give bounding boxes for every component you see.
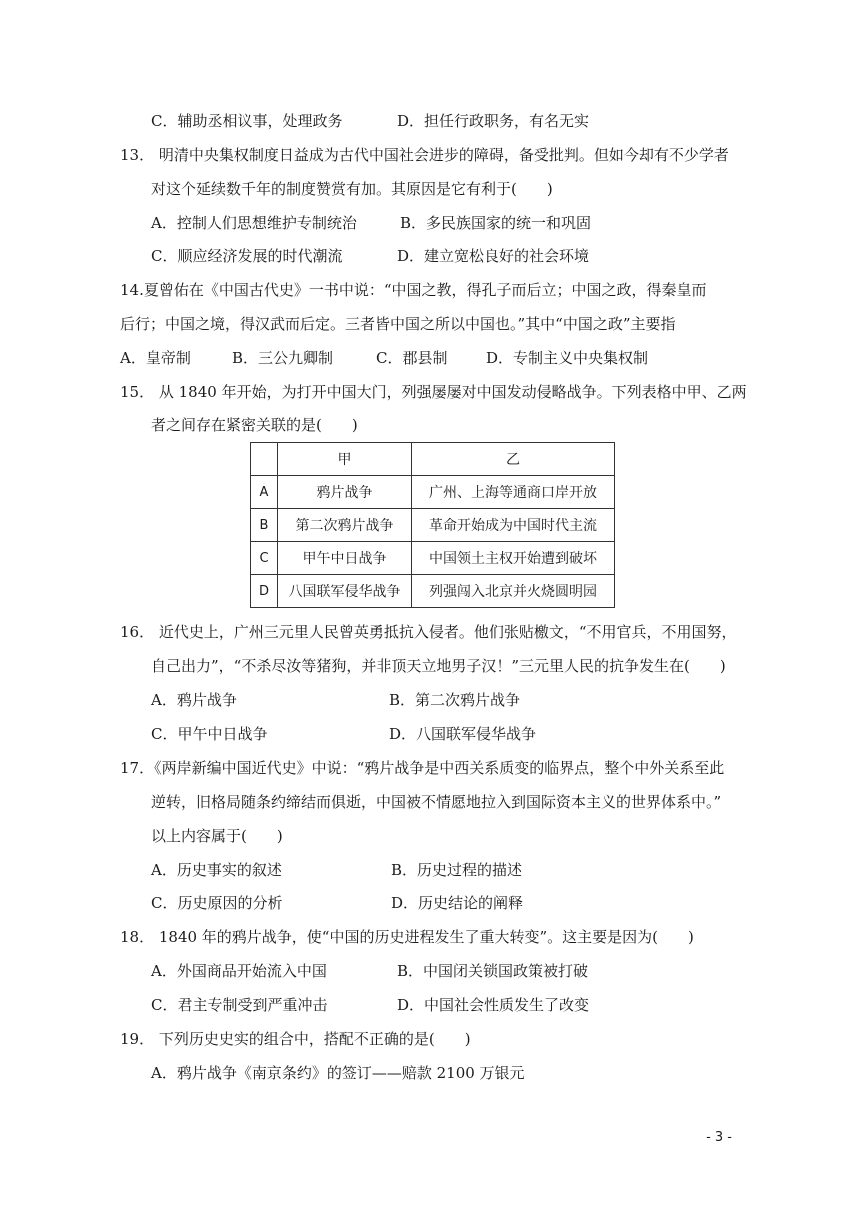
table-cell: 广州、上海等通商口岸开放 [412, 476, 615, 509]
q13-option-b: B．多民族国家的统一和巩固 [400, 214, 592, 232]
table-cell: B [251, 509, 278, 542]
q13-stem-line1: 13． 明清中央集权制度日益成为古代中国社会进步的障碍，备受批判。但如今却有不少学者 [120, 146, 729, 164]
page-number: - 3 - [706, 1130, 732, 1145]
q16-stem-line2: 自己出力”，“不杀尽汝等猪狗，并非顶天立地男子汉！”三元里人民的抗争发生在( ) [151, 657, 726, 675]
table-row [251, 476, 615, 509]
table-cell: 中国领土主权开始遭到破坏 [412, 542, 615, 575]
q13-stem-line2: 对这个延续数千年的制度赞赏有加。其原因是它有利于( ) [151, 180, 553, 198]
q16-option-b: B．第二次鸦片战争 [389, 691, 521, 709]
q16-option-d: D．八国联军侵华战争 [389, 725, 537, 743]
q17-option-d: D．历史结论的阐释 [391, 894, 524, 912]
q15-stem-line2: 者之间存在紧密关联的是( ) [151, 416, 358, 434]
q19-stem-line1: 19． 下列历史史实的组合中，搭配不正确的是( ) [120, 1030, 471, 1048]
q17-option-c: C．历史原因的分析 [151, 894, 283, 912]
table-row [251, 575, 615, 608]
q13-option-d: D．建立宽松良好的社会环境 [397, 247, 590, 265]
q16-option-c: C．甲午中日战争 [151, 725, 268, 743]
q15-stem-line1: 15． 从 1840 年开始，为打开中国大门，列强屡屡对中国发动侵略战争。下列表格中甲、乙两 [120, 383, 747, 401]
q17-stem-line1: 17．《两岸新编中国近代史》中说：“鸦片战争是中西关系质变的临界点，整个中外关系至此 [120, 759, 725, 777]
q16-option-a: A．鸦片战争 [151, 691, 237, 709]
q14-option-b: B．三公九卿制 [232, 349, 334, 367]
table-header-cell [251, 443, 278, 476]
table-header-cell: 甲 [278, 443, 412, 476]
q12-option-c: C．辅助丞相议事，处理政务 [151, 112, 343, 130]
q18-option-c: C．君主专制受到严重冲击 [151, 996, 328, 1014]
q14-option-c: C．郡县制 [376, 349, 448, 367]
q18-option-a: A．外国商品开始流入中国 [151, 962, 327, 980]
q16-stem-line1: 16． 近代史上，广州三元里人民曾英勇抵抗入侵者。他们张贴檄文，“不用官兵，不用国努， [120, 623, 737, 641]
table-cell: 鸦片战争 [278, 476, 412, 509]
q15-table [250, 442, 615, 608]
q17-option-b: B．历史过程的描述 [391, 861, 523, 879]
q18-option-d: D．中国社会性质发生了改变 [397, 996, 590, 1014]
q13-option-a: A．控制人们思想维护专制统治 [151, 214, 357, 232]
q13-option-c: C．顺应经济发展的时代潮流 [151, 247, 343, 265]
table-cell: 列强闯入北京并火烧圆明园 [412, 575, 615, 608]
table-header-cell: 乙 [412, 443, 615, 476]
q17-option-a: A．历史事实的叙述 [151, 861, 282, 879]
q14-option-a: A．皇帝制 [120, 349, 191, 367]
table-row [251, 509, 615, 542]
table-header-row [251, 443, 615, 476]
q17-stem-line3: 以上内容属于( ) [151, 827, 283, 845]
table-row [251, 542, 615, 575]
q14-stem-line2: 后行；中国之境，得汉武而后定。三者皆中国之所以中国也。”其中“中国之政”主要指 [120, 315, 676, 333]
table-cell: 八国联军侵华战争 [278, 575, 412, 608]
q18-stem-line1: 18． 1840 年的鸦片战争，使“中国的历史进程发生了重大转变”。这主要是因为( ) [120, 928, 694, 946]
table-cell: 第二次鸦片战争 [278, 509, 412, 542]
q14-stem-line1: 14.夏曾佑在《中国古代史》一书中说：“中国之教，得孔子而后立；中国之政，得秦皇而 [120, 281, 707, 299]
table-cell: D [251, 575, 278, 608]
q19-option-a: A．鸦片战争《南京条约》的签订——赔款 2100 万银元 [151, 1064, 525, 1082]
table-cell: A [251, 476, 278, 509]
q12-option-d: D．担任行政职务，有名无实 [397, 112, 590, 130]
table-cell: 甲午中日战争 [278, 542, 412, 575]
table-cell: 革命开始成为中国时代主流 [412, 509, 615, 542]
table-cell: C [251, 542, 278, 575]
q17-stem-line2: 逆转，旧格局随条约缔结而俱逝，中国被不情愿地拉入到国际资本主义的世界体系中。” [151, 793, 722, 811]
q18-option-b: B．中国闭关锁国政策被打破 [397, 962, 589, 980]
q14-option-d: D．专制主义中央集权制 [486, 349, 649, 367]
